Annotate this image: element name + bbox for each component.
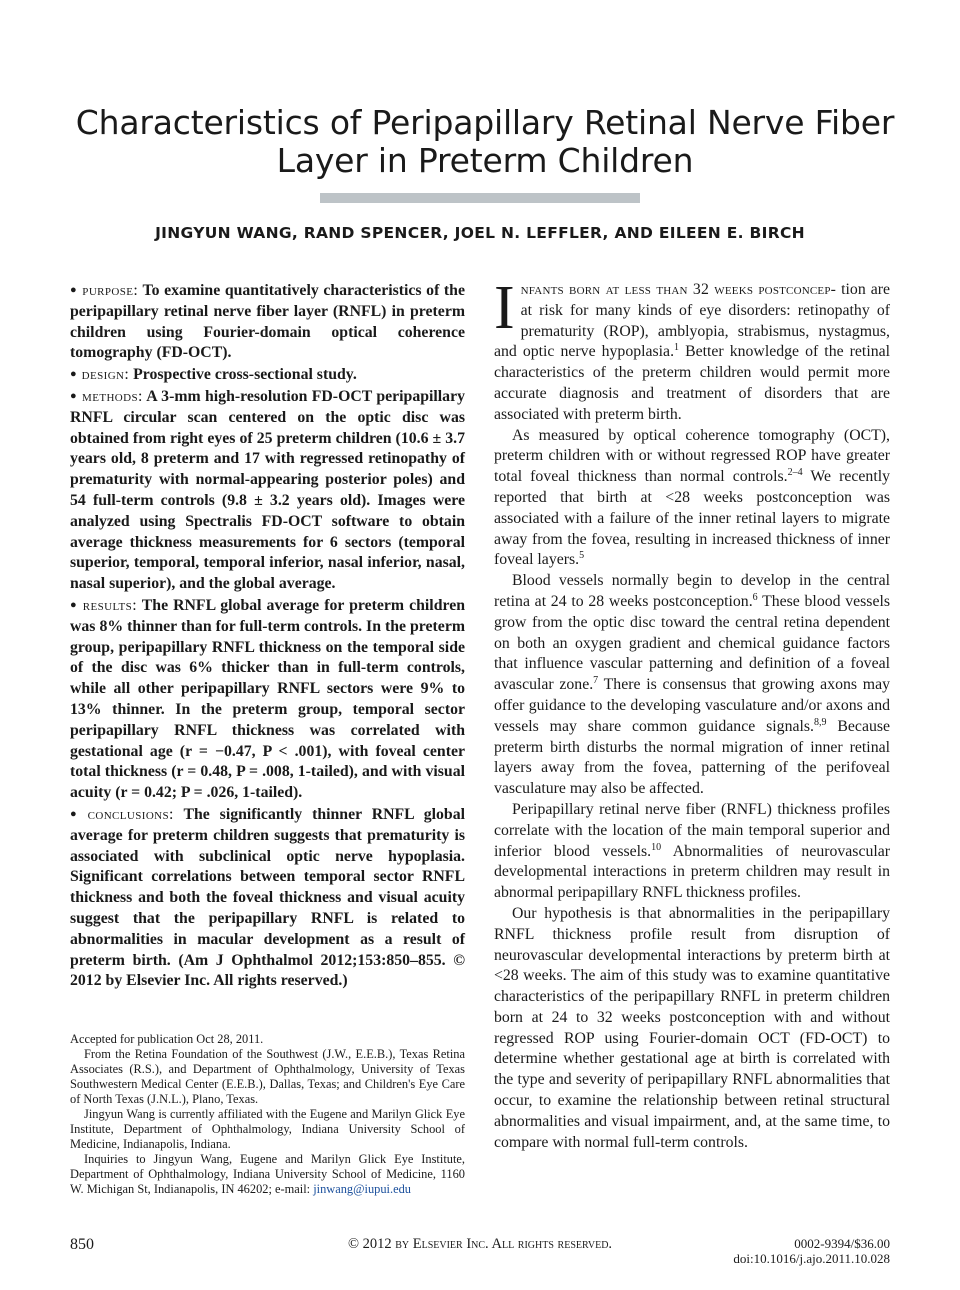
paragraph-text: Because preterm birth disturbs the normal migration of inner retinal layers away from the fovea, patterning of the perifoveal vasculature may also be affected. (494, 717, 891, 798)
citation[interactable]: 8,9 (813, 716, 827, 728)
citation[interactable]: 10 (651, 841, 662, 853)
abstract-purpose (70, 280, 465, 364)
paragraph-text: Better knowledge of the retinal characteristics of the preterm children would permit more accurate diagnosis and treatment of disorders that are associated with preterm birth. (494, 343, 891, 423)
citation[interactable]: 2–4 (787, 467, 803, 479)
abstract-design (70, 364, 465, 386)
email-link[interactable]: jinwang@iupui.edu (313, 1182, 411, 1196)
title-line-2: Layer in Preterm Children (276, 141, 694, 181)
accepted-note: Accepted for publication Oct 28, 2011. (70, 1032, 264, 1046)
conclusions-text: The significantly thinner RNFL global average for preterm children suggests that prematurity is associated with subclinical optic nerve hypoplasia. Significant correlations between temporal sector RNFL thickness and both the foveal thickness and visual acuity suggest that the peripapillary RNFL is related to abnormalities in macular development as a result of preterm birth. (Am J Ophthalmol 2012;153:850–855. © 2012 by Elsevier Inc. All rights reserved.) (70, 805, 466, 990)
conclusions-heading: conclusions: (87, 805, 174, 823)
author-list: JINGYUN WANG, RAND SPENCER, JOEL N. LEFFLER, AND EILEEN E. BIRCH (155, 224, 805, 242)
body-paragraph-2 (494, 426, 890, 572)
paragraph-text: We recently reported that birth at <28 weeks postconception was associated with a failure of the inner retinal layers to migrate away from the fovea, resulting in increased thickness of inner foveal layers. (494, 468, 890, 569)
paragraph-text: Blood vessels normally begin to develop in the central retina at 24 to 28 weeks postconception. (494, 572, 890, 610)
abstract (70, 280, 465, 992)
footer-identifiers (733, 1236, 890, 1266)
paragraph-text: Abnormalities of neurovascular developmental interactions in preterm children may result in abnormal peripapillary RNFL thickness profiles. (494, 842, 891, 902)
bullet-icon: ● (70, 807, 83, 820)
current-affiliation-note: Jingyun Wang is currently affiliated with the Eugene and Marilyn Glick Eye Institute, Department of Ophthalmology, Indiana University School of Medicine, Indianapolis, Indiana. (70, 1107, 465, 1151)
paragraph-text: As measured by optical coherence tomography (OCT), preterm children with or without regressed ROP have greater total foveal thickness than normal controls. (494, 426, 890, 486)
bullet-icon: ● (70, 389, 78, 402)
results-text: The RNFL global average for preterm children was 8% thinner than for full-term controls. In the preterm group, peripapillary RNFL thickness on the temporal side of the disc was 6% thicker than in full-term controls, while all other peripapillary RNFL sectors were 9% to 13% thinner. In the preterm group, temporal sector peripapillary RNFL thickness was correlated with gestational age (r = −0.47, P < .001), with foveal center total thickness (r = 0.48, P = .008, 1-tailed), and with visual acuity (r = 0.42; P = .026, 1-tailed). (70, 596, 465, 802)
bullet-icon: ● (70, 368, 77, 381)
methods-text: A 3-mm high-resolution FD-OCT peripapillary RNFL circular scan centered on the optic disc was obtained from right eyes of 25 preterm children (10.6 ± 3.7 years old, 8 preterm and 17 with regressed retinopathy of prematurity with normal-appearing posterior poles) and 54 full-term controls (9.8 ± 3.2 years old). Images were analyzed using Spectralis FD-OCT software to obtain average thickness measurements for 6 sectors (temporal superior, temporal, temporal inferior, nasal inferior, nasal, nasal superior), and the global average. (70, 387, 465, 593)
inquiries-text: Inquiries to Jingyun Wang, Eugene and Marilyn Glick Eye Institute, Department of Ophthalmology, Indiana University School of Medicine, 1160 W. Michigan St, Indianapolis, IN 46202; e-mail: (70, 1152, 465, 1196)
article-notes (70, 1032, 465, 1197)
purpose-text: To examine quantitatively characteristics of the peripapillary retinal nerve fiber layer (RNFL) in preterm children using Fourier-domain optical coherence tomography (FD-OCT). (70, 282, 465, 362)
design-heading: design: (81, 366, 130, 384)
results-heading: results: (82, 596, 137, 614)
abstract-conclusions (70, 804, 465, 992)
abstract-results (70, 595, 465, 804)
paragraph-text: tion are at risk for many kinds of eye disorders: retinopathy of prematurity (ROP), amblyopia, strabismus, nystagmus, and optic nerve hypoplasia. (494, 281, 891, 361)
paragraph-text: There is consensus that growing axons may offer guidance to the developing vasculature and/or axons and vessels may share common guidance signals. (494, 676, 890, 735)
body-paragraph-3 (494, 571, 890, 800)
lead-in-caps: nfants born at less than 32 weeks postconcep- (520, 281, 837, 298)
methods-heading: methods: (82, 387, 143, 405)
citation[interactable]: 5 (579, 550, 585, 562)
citation[interactable]: 7 (593, 675, 599, 687)
design-text: Prospective cross-sectional study. (133, 366, 357, 384)
purpose-heading: purpose: (82, 282, 139, 299)
issn-price: 0002-9394/$36.00 (794, 1236, 890, 1251)
paragraph-text: These blood vessels grow from the optic disc toward the central retina dependent on both an oxygen gradient and chemical guidance factors that influence vascular patterning and definition of a foveal avascular zone. (494, 592, 890, 694)
title-line-1: Characteristics of Peripapillary Retinal Nerve Fiber (75, 103, 895, 143)
body-paragraph-4 (494, 800, 890, 904)
bullet-icon: ● (70, 598, 78, 611)
paragraph-text: Peripapillary retinal nerve fiber (RNFL) thickness profiles correlate with the location of the main temporal superior and inferior blood vessels. (494, 800, 890, 860)
doi[interactable]: doi:10.1016/j.ajo.2011.10.028 (733, 1251, 890, 1266)
drop-cap: I (494, 274, 515, 342)
bullet-icon: ● (70, 284, 78, 296)
body-paragraph-1 (494, 274, 891, 426)
page-number: 850 (70, 1236, 94, 1253)
affiliation-note: From the Retina Foundation of the Southwest (J.W., E.E.B.), Texas Retina Associates (R.S.), and Department of Ophthalmology, University of Texas Southwestern Medical Center (E.E.B.), Dallas, Texas; and Children's Eye Care of North Texas (J.N.L.), Plano, Texas. (70, 1047, 465, 1106)
body-text (494, 274, 891, 1153)
title-divider (320, 193, 640, 203)
abstract-methods (70, 386, 465, 595)
footer-copyright: © 2012 by Elsevier Inc. All rights reserved. (347, 1236, 613, 1252)
inquiries-note (70, 1152, 465, 1197)
article-title (60, 104, 910, 180)
citation[interactable]: 6 (752, 591, 758, 603)
body-paragraph-5: Our hypothesis is that abnormalities in the peripapillary RNFL thickness profile result from disruption of neurovascular developmental interactions by preterm birth at <28 weeks. The aim of this study was to examine quantitative characteristics of the peripapillary RNFL in preterm children born at 24 to 32 weeks postconception with and without regressed ROP using Fourier-domain OCT (FD-OCT) to determine whether gestational age at birth is correlated with the type and severity of peripapillary RNFL abnormalities that occur, to examine the relationship between retinal structural abnormalities and visual impairment, and, at the same time, to compare with normal full-term controls. (494, 904, 890, 1151)
citation[interactable]: 1 (674, 342, 680, 354)
